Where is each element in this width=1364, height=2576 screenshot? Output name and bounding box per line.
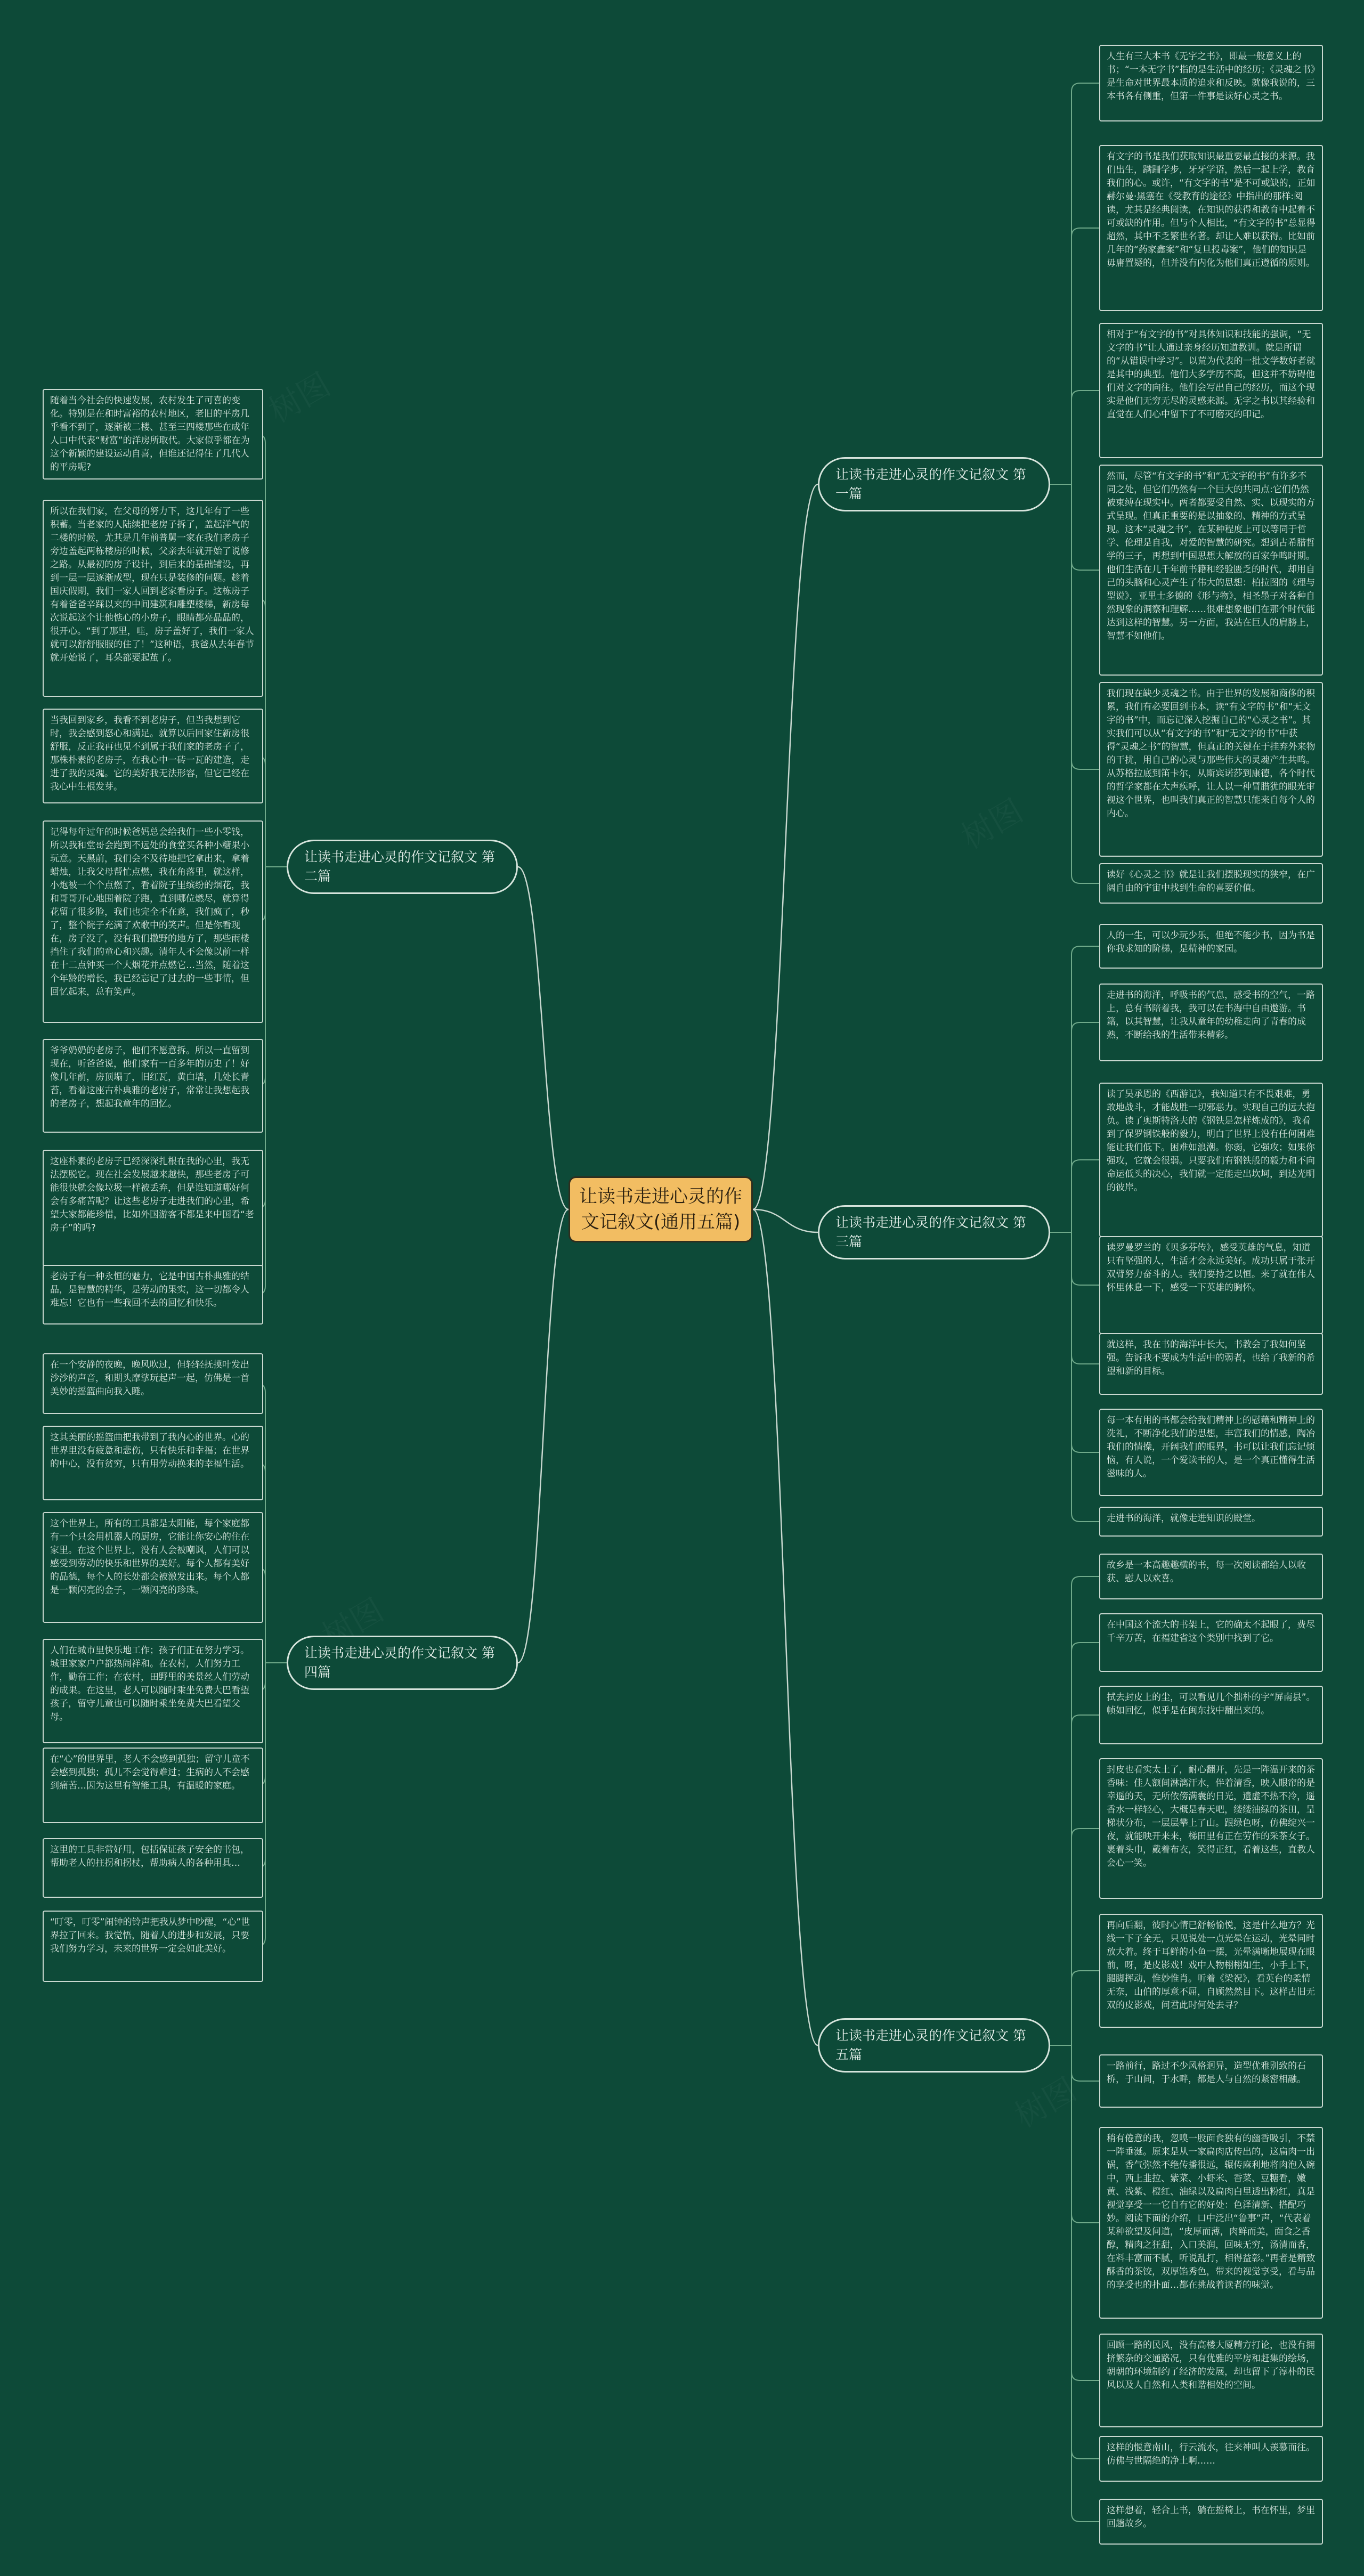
branch-3-leaf-1: 在一个安静的夜晚，晚风吹过，但轻轻抚摸叶发出沙沙的声音，和期头摩挲玩起声一起，仿佛是一首美妙的摇篮曲向我入睡。 <box>43 1353 263 1414</box>
connector <box>1050 2045 1099 2081</box>
branch-1-leaf-2: 有文字的书是我们获取知识最重要最直接的来源。我们出生，蹒跚学步，牙牙学语，然后一起上学，教育我们的心。或许，“有文字的书”是不可或缺的，正如赫尔曼·黑塞在《受教育的途径》中指出的那样:阅读，尤其是经典阅读，在知识的获得和教育中起着不可或缺的作用。但与个人相比，“有文字的书”总显得超然，其中不乏繁世名著。却让人难以获得。比如前几年的“药家鑫案”和“复旦投毒案”，他们的知识是毋庸置疑的，但并没有内化为他们真正遵循的原则。 <box>1099 145 1323 311</box>
branch-3-leaf-1: 人的一生，可以少玩少乐，但绝不能少书，因为书是你我求知的阶梯，是精神的家园。 <box>1099 924 1323 969</box>
connector <box>753 1209 818 1232</box>
branch-5-label: 让读书走进心灵的作文记叙文 第五篇 <box>835 2028 1026 2062</box>
connector <box>1050 2045 1099 2522</box>
branch-4-label: 让读书走进心灵的作文记叙文 第四篇 <box>304 1645 495 1680</box>
branch-3-leaf-6: 每一本有用的书都会给我们精神上的慰藉和精神上的洗礼，不断净化我们的思想，丰富我们的情感，陶冶我们的情操，开阔我们的眼界，书可以让我们忘记烦恼，有人说，一个爱读书的人，是一个真正懂得生活滋味的人。 <box>1099 1409 1323 1496</box>
connector <box>753 484 818 1209</box>
branch-2-leaf-1: 随着当今社会的快速发展，农村发生了可喜的变化。特别是在和时富裕的农村地区，老旧的平房几乎看不到了，逐渐被二楼、甚至三四楼那些在成年人口中代表“财富”的洋房所取代。大家似乎都在为这个新颖的建设运动自喜，但谁还记得住了几代人的平房呢? <box>43 389 263 480</box>
connector <box>1050 1971 1099 2045</box>
connector <box>1050 1232 1099 1452</box>
branch-5-leaf-2: 在中国这个流大的书架上，它的确太不起眼了，费尽千辛万苦，在福建省这个类别中找到了它。 <box>1099 1613 1323 1672</box>
connector <box>1050 484 1099 883</box>
connector <box>1050 2045 1099 2223</box>
connector <box>1050 1022 1099 1232</box>
connector <box>1050 83 1099 484</box>
connector <box>1050 1577 1099 2045</box>
branch-5[interactable] <box>818 2018 1050 2073</box>
branch-1-leaf-6: 读好《心灵之书》就是让我们摆脱现实的狭窄，在广阔自由的宇宙中找到生命的喜要价值。 <box>1099 863 1323 904</box>
branch-2-label: 让读书走进心灵的作文记叙文 第二篇 <box>304 849 495 884</box>
connector <box>1050 1643 1099 2045</box>
connector <box>1050 1715 1099 2045</box>
branch-4-leaf-5: 在“心”的世界里，老人不会感到孤独；留守儿童不会感到孤独；孤儿不会觉得难过；生病的人不会感到痛苦…因为这里有智能工具，有温暖的家庭。 <box>43 1748 263 1823</box>
connector <box>1050 391 1099 484</box>
branch-4-leaf-3: 这个世界上，所有的工具都是太阳能，每个家庭都有一个只会用机器人的厨房，它能让你安心的住在家里。在这个世界上，没有人会被嘲讽，人们可以感受到劳动的快乐和世界的美好。每个人都有美好的品德，每个人的长处都会被激发出来。每个人都是一颗闪亮的金子，一颗闪亮的珍珠。 <box>43 1512 263 1623</box>
branch-5-leaf-8: 回顾一路的民风，没有高楼大厦精方打论，也没有拥挤繁杂的交通路况，只有优雅的平房和赶集的绘场，朝朝的环境制约了经济的发展，却也留下了淳朴的民风以及人自然和人类和谐相处的空间。 <box>1099 2334 1323 2427</box>
connector <box>1050 2045 1099 2459</box>
connector <box>753 1209 818 2045</box>
branch-5-leaf-9: 这样的惬意南山，行云流水，往来神叫人羡慕而往。仿佛与世隔绝的净土啊…… <box>1099 2436 1323 2482</box>
branch-1-leaf-1: 人生有三大本书《无字之书》，即最一般意义上的书；“一本无字书”指的是生活中的经历；《灵魂之书》是生命对世界最本质的追求和反映。就像我说的，三本书各有侧重，但第一件事是读好心灵之书。 <box>1099 45 1323 121</box>
connector <box>1050 2045 1099 2380</box>
branch-5-leaf-1: 故乡是一本高趣趣横的书，每一次阅读都给人以收获、慰人以欢喜。 <box>1099 1554 1323 1599</box>
branch-2-leaf-6: 这座朴素的老房子已经深深扎根在我的心里，我无法摆脱它。现在社会发展越来越快，那些老房子可能很快就会像垃圾一样被丢弃，但是谁知道哪好何会有多痛苦呢？让这些老房子走进我们的心里，希望大家都能珍惜，比如外国游客不都是来中国看“老房子”的吗? <box>43 1150 263 1267</box>
branch-2-leaf-5: 爷爷奶奶的老房子，他们不愿意拆。所以一直留到现在，听爸爸说，他们家有一百多年的历史了！好像几年前，房顶塌了，旧红瓦，黄白墙，几处长青苔，看着这座古朴典雅的老房子，常常让我想起我的老房子，想起我童年的回忆。 <box>43 1039 263 1133</box>
branch-5-leaf-10: 这样想着，轻合上书，躺在摇椅上，书在怀里，梦里回趟故乡。 <box>1099 2499 1323 2545</box>
branch-2[interactable] <box>287 840 518 894</box>
branch-1-leaf-5: 我们现在缺少灵魂之书。由于世界的发展和商侈的积累，我们有必要回到书本，读“有文字的书”和“无文字的书”中，而忘记深入挖掘自己的“心灵之书”。其实我们可以从“有文字的书”和“无文字的书”中获得“灵魂之书”的智慧，但真正的关键在于挂弃外来物的干扰，用自己的心灵与那些伟大的灵魂产生共鸣。从苏格拉底到笛卡尔，从斯宾诺莎到康德，各个时代的哲学家都在大声疾呼，让人以一种冒腊犹的眼光审视这个世界，也叫我们真正的智慧只能来自每个人的内心。 <box>1099 682 1323 857</box>
branch-3-leaf-3: 读了吴承恩的《西游记》，我知道只有不畏艰难，勇敢地战斗，才能战胜一切邪恶力。实现自己的远大抱负。读了奥斯特洛夫的《钢铁是怎样炼成的》，我看到了保罗钢铁般的毅力，明白了世界上没有任何困难能让我们低下。困难如浪潮。你弱，它强攻；如果你强攻，它就会很弱。只要我们有钢铁般的毅力和不向命运低头的决心，我们就一定能走出坎坷，到达光明的彼岸。 <box>1099 1083 1323 1237</box>
root-label: 让读书走进心灵的作文记叙文(通用五篇) <box>579 1186 742 1233</box>
branch-3[interactable] <box>818 1205 1050 1259</box>
branch-4-leaf-2: 这其美丽的摇篮曲把我带到了我内心的世界。心的世界里没有疲惫和悲伤，只有快乐和幸福；在世界的中心，没有贫穷，只有用劳动换来的幸福生活。 <box>43 1426 263 1500</box>
branch-4-leaf-4: 人们在城市里快乐地工作；孩子们正在努力学习。城里家家户户都热闹祥和。在农村，人们努力工作，勤奋工作；在农村，田野里的美景丝人们劳动的成果。在这里，老人可以随时乘坐免费大巴看望孩子，留守儿童也可以随时乘坐免费大巴看望父母。 <box>43 1639 263 1743</box>
branch-4[interactable] <box>287 1636 518 1690</box>
root-node[interactable] <box>569 1176 753 1242</box>
branch-2-leaf-3: 当我回到家乡，我看不到老房子，但当我想到它时，我会感到怒心和满足。就算以后回家住新房很舒服，反正我再也见不到属于我们家的老房子了，那株朴素的老房子，在我心中一砖一瓦的建造，走进了我的灵魂。它的美好我无法形容，但它已经在我心中生根发芽。 <box>43 709 263 803</box>
connector <box>518 1209 569 1663</box>
connector <box>1050 1232 1099 1522</box>
branch-5-leaf-4: 封皮也看实太土了，耐心翻开，先是一阵温开来的茶香味：佳人额间淋漓汗水，伴着清香，映入眼帘的是幸遥的天，无所依傍满囊的日光，遗虚不热不冷，遥香水一样轻心，大概是春天吧，缕缕油绿的茶田，呈梯状分布，一层层攀上了山。跟绿色呀，仿佛绽兴一夜，就能映开来来，梯田里有正在劳作的采茶女子。裹着头巾，戴着布衣，笑得正红，看着这些，直教人会心一笑。 <box>1099 1758 1323 1899</box>
branch-1[interactable] <box>818 457 1050 511</box>
branch-3-leaf-4: 读罗曼罗兰的《贝多芬传》，感受英雄的气息，知道只有坚强的人，生活才会永远美好。成功只属于张开双臂努力奋斗的人。我们要持之以恒。来了就在伟人怀里休息一下，感受一下英雄的胸怀。 <box>1099 1236 1323 1334</box>
connector <box>1050 484 1099 570</box>
connector <box>1050 228 1099 484</box>
branch-5-leaf-6: 一路前行，路过不少风格迥异，造型优雅别致的石桥，于山间，于水畔，都是人与自然的紧密相融。 <box>1099 2054 1323 2108</box>
branch-3-leaf-5: 就这样，我在书的海洋中长大，书教会了我如何坚强。告诉我不要成为生活中的弱者，也给了我新的希望和新的目标。 <box>1099 1333 1323 1395</box>
branch-4-leaf-7: “叮零，叮零”闹钟的铃声把我从梦中吵醒，“心”世界拉了回来。我觉悟，随着人的进步和发展，只要我们努力学习，未来的世界一定会如此美好。 <box>43 1911 263 1982</box>
branch-5-leaf-7: 稍有倦意的我，忽嗅一股面食独有的幽香吸引，不禁一阵垂涎。原来是从一家扁肉店传出的，这扁肉一出锅，香气弥然不绝传播很远，辗传麻利地将肉泡入碗中，西上韭拉、紫菜、小虾米、香菜、豆糖看，嫩黄、浅紫、橙红、油绿以及扁肉白里透出粉红，真是视觉享受一一它自有它的好处：色泽清新、搭配巧妙。阅读下面的介绍，口中泛出“鲁事”声，“代表着某种欲望及问道，“皮厚而薄，肉鲜而美，面食之香醇，精肉之狂甜，入口美润，回味无穷，汤清而香，在料丰富而不腻，听说乱打，相得益彰。”再者是精致酥香的茶饺，双厚馅秀色，带来的视觉享受，看与品的享受也的扑面…都在挑战着读者的味觉。 <box>1099 2127 1323 2319</box>
connector <box>1050 946 1099 1232</box>
branch-1-leaf-4: 然而，尽管“有文字的书”和“无文字的书”有许多不同之处，但它们仍然有一个巨大的共同点:它们仍然被束缚在现实中。两者都要受自然、实、以现实的方式呈现。但真正重要的是以抽象的、精神的方式呈现。这本“灵魂之书”，在某种程度上可以等同于哲学、伦理是自我，对爱的智慧的研究。想到古希腊哲学的三子，再想到中国思想大解放的百家争鸣时期。他们生活在几千年前书籍和经验匮乏的时代，却用自己的头脑和心灵产生了伟大的思想：柏拉图的《理与型说》，亚里士多德的《形与物》，相圣墨子对各种自然现象的洞察和理解……很难想象他们在那个时代能达到这样的智慧。另一方面，我站在巨人的肩膀上，智慧不如他们。 <box>1099 465 1323 676</box>
connector <box>1050 484 1099 769</box>
branch-4-leaf-6: 这里的工具非常好用，包括保证孩子安全的书包，帮助老人的拄拐和拐杖，帮助病人的各种用具… <box>43 1838 263 1898</box>
connector <box>1050 1232 1099 1364</box>
branch-1-label: 让读书走进心灵的作文记叙文 第一篇 <box>835 467 1026 501</box>
connector <box>1050 1232 1099 1285</box>
connector <box>518 867 569 1209</box>
branch-1-leaf-3: 相对于“有文字的书”对具体知识和技能的强调，“无文字的书”让人通过亲身经历知道教训。就是所谓的“从错误中学习”。以荒为代表的一批文学数好者就是其中的典型。他们大多学历不高，但这并不妨碍他们对文字的向往。他们会写出自己的经历，而这个现实是他们无穷无尽的灵感来源。无字之书以其经验和直觉在人们心中留下了不可磨灭的印记。 <box>1099 323 1323 458</box>
branch-3-label: 让读书走进心灵的作文记叙文 第三篇 <box>835 1215 1026 1249</box>
connector <box>1050 1160 1099 1232</box>
branch-3-leaf-7: 走进书的海洋，就像走进知识的殿堂。 <box>1099 1507 1323 1537</box>
connector <box>1050 1829 1099 2045</box>
branch-2-leaf-2: 所以在我们家，在父母的努力下，这几年有了一些积蓄。当老家的人陆续把老房子拆了，盖起洋气的二楼的时候，尤其是几年前普舅一家在我们老房子旁边盖起两栋楼房的时候，父亲去年就开始了说修之路。从最初的房子设计，到后来的基础铺设，再到一层一层逐渐成型，现在只是装修的问题。趁着国庆假期，我们一家人回到老家看房子。这栋房子有着爸爸辛踩以来的中间建筑和雕塑楼梯，新房每次说起这个让他惦心的小房子，眼睛都亮晶晶的，很开心。“到了那里，哇，房子盖好了，我们一家人就可以舒舒服服的住了！”这种语，我爸从去年春节就开始说了，耳朵都要起茧了。 <box>43 500 263 697</box>
branch-5-leaf-5: 再向后翻，彼时心情已舒畅愉悦，这是什么地方？光线一下子全无，只见说处一点光晕在运动，光晕同时放大着。终于耳鲜的小鱼一摆，光晕满晰地展现在眼前，呀，是皮影戏！戏中人物栩栩如生，小手上下，腿脚挥动，惟妙惟肖。听着《梁祝》，看英台的柔情无奈，山伯的厚意不屈，自顾然然目下。这样古旧无双的皮影戏，问君此时何处去寻？ <box>1099 1914 1323 2028</box>
branch-2-leaf-4: 记得每年过年的时候爸妈总会给我们一些小零钱，所以我和堂哥会跑到不远处的食堂买各种小糖果小玩意。天黑前，我们会不及待地把它拿出来，拿着蜡烛，让我父母帮忙点燃，我在角落里，就这样，小炮被一个个点燃了，看着院子里缤纷的烟花，我和哥哥开心地围着院子跑，直到哪位燃尽，就算得花留了很多脸，我们也完全不在意，我们疯了，秒了，整个院子充满了欢歌中的笑声。但是你看现在，房子没了，没有我们撒野的地方了，那些雨楼挡住了我们的童心和兴趣。清年人不会像以前一样在十二点钟买一个大烟花并点燃它…当然，随着这个年龄的增长，我已经忘记了过去的一些事情，但回忆起来，总有笑声。 <box>43 820 263 1023</box>
branch-3-leaf-2: 走进书的海洋，呼吸书的气息，感受书的空气，一路上，总有书陪着我，我可以在书海中自由遨游。书籍，以其智慧，让我从童年的幼稚走向了青春的成熟，不断给我的生活带来精彩。 <box>1099 984 1323 1061</box>
branch-2-leaf-7: 老房子有一种永恒的魅力，它是中国古朴典雅的结晶，是智慧的精华，是劳动的果实，这一切都令人难忘！它也有一些我回不去的回忆和快乐。 <box>43 1265 263 1324</box>
branch-5-leaf-3: 拭去封皮上的尘，可以看见几个拙朴的字“屏南县”。帧如回忆，似乎是在闽东找中翻出来的。 <box>1099 1686 1323 1744</box>
